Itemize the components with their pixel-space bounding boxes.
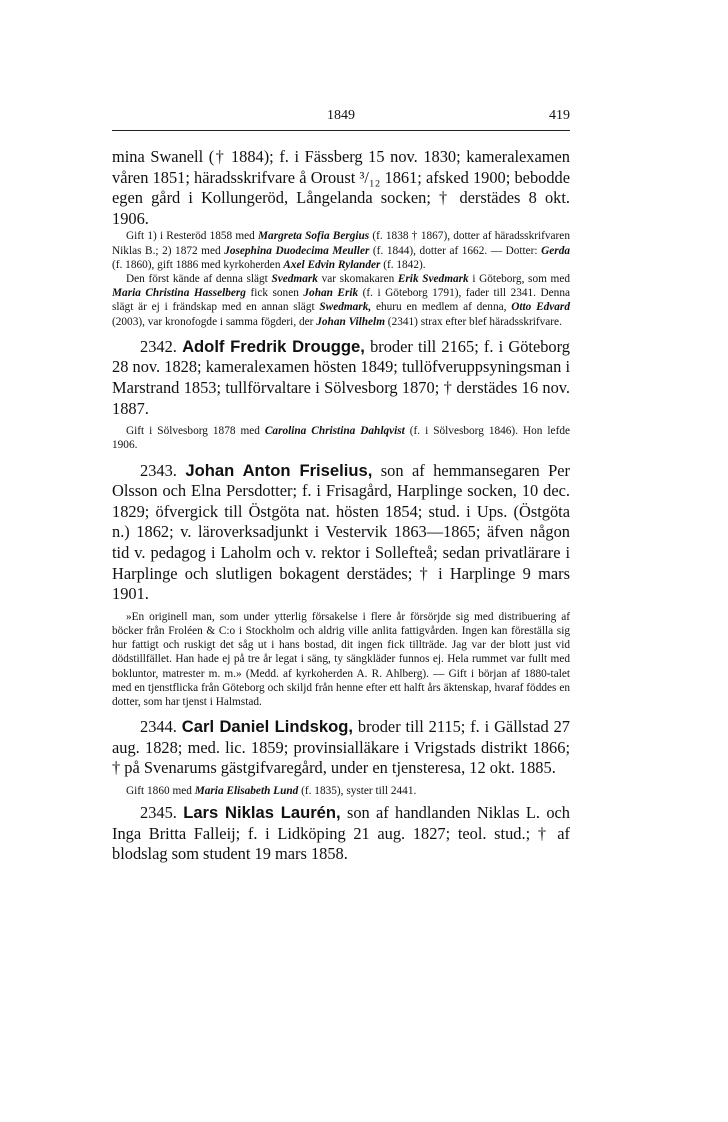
entry-number: 2342. [140,336,177,356]
entry-2344: 2344. Carl Daniel Lindskog, broder till 2115; f. i Gällstad 27 aug. 1828; med. lic. 1859; provinsialläkare i Vrigstads distrikt 1866; † på Svenarums gästgifvaregård, under en tjensteresa, 12 okt. 1885. [112,717,570,778]
entry-name: Lars Niklas Laurén, [183,803,341,823]
note-2341-marriage: Gift 1) i Resteröd 1858 med Margreta Sofia Bergius (f. 1838 † 1867), dotter af häradsskrifvaren Niklas B.; 2) 1872 med Josephina Duodecima Meuller (f. 1844), dotter af 1662. — Dotter: Gerda (f. 1860), gift 1886 med kyrkoherden Axel Edvin Rylander (f. 1842). [112,230,570,271]
note-2344: Gift 1860 med Maria Elisabeth Lund (f. 1835), syster till 2441. [126,784,417,797]
page-number: 419 [549,108,570,123]
entry-number: 2343. [140,460,177,480]
entry-name: Carl Daniel Lindskog, [181,717,353,737]
note-2342: Gift i Sölvesborg 1878 med Carolina Christina Dahlqvist (f. i Sölvesborg 1846). Hon lefde 1906. [112,425,570,452]
entry-number: 2345. [140,803,177,823]
entry-number: 2344. [140,717,177,737]
note-2341-family: Den först kände af denna slägt Svedmark var skomakaren Erik Svedmark i Göteborg, som med Maria Christina Hasselberg fick sonen Johan Erik (f. i Göteborg 1791), fader till 2341. Denna slägt är ej i frändskap med en annan slägt Swedmark, ehuru en medlem af denna, Otto Edvard (2003), var kronofogde i samma fögderi, der Johan Vilhelm (2341) strax efter blef häradsskrifvare. [112,272,570,328]
note-2343: »En originell man, som under ytterlig försakelse i flere år försörjde sig med distribuering af böcker från Froléen & C:o i Stockholm och aldrig ville anlita fattigvården. Ingen kan föreställa sig hur fattigt och ruskigt det såg ut i hans bostad, dit ingen fick tillträde. Jag var der blott just vid dödstillfället. Han hade ej på tre år legat i säng, ty sängkläder funnos ej. Hela rummet var fullt med bokluntor, matrester m. m.» (Medd. af kyrkoherden A. R. Ahlberg). — Gift i början af 1880-talet med en tjenstflicka från Göteborg och skiljd från henne efter ett halft års äktenskap, hvaraf föddes en dotter, som har tjenst i Halmstad. [112,610,570,708]
entry-name: Adolf Fredrik Drougge, [182,336,365,356]
entry-2345: 2345. Lars Niklas Laurén, son af handlanden Niklas L. och Inga Britta Falleij; f. i Lidköping 21 aug. 1827; teol. stud.; † af blodslag som student 19 mars 1858. [112,803,570,864]
running-header [112,106,570,131]
page [112,106,570,865]
continued-paragraph: mina Swanell († 1884); f. i Fässberg 15 nov. 1830; kameralexamen våren 1851; häradsskrifvare å Oroust ³/₁₂ 1861; afsked 1900; bebodde egen gård i Kollungeröd, Långelanda socken; † derstädes 8 okt. 1906. [112,147,570,228]
entry-2342: 2342. Adolf Fredrik Drougge, broder till 2165; f. i Göteborg 28 nov. 1828; kameralexamen hösten 1849; tullöfveruppsyningsman i Marstrand 1853; tullförvaltare i Sölvesborg 1870; † derstädes 16 nov. 1887. [112,336,570,418]
entry-name: Johan Anton Friselius, [185,460,373,480]
entry-2343: 2343. Johan Anton Friselius, son af hemmansegaren Per Olsson och Elna Persdotter; f. i Frisagård, Harplinge socken, 10 dec. 1829; öfvergick till Östgöta nat. hösten 1854; stud. i Ups. (Östgöta n.) 1862; v. läroverksadjunkt i Vestervik 1863—1865; äfven någon tid v. pedagog i Laholm och v. rektor i Sollefteå; sedan privatlärare i Harplinge och slutligen bokagent derstädes; † i Harplinge 9 mars 1901. [112,460,570,604]
header-year: 1849 [327,108,355,123]
